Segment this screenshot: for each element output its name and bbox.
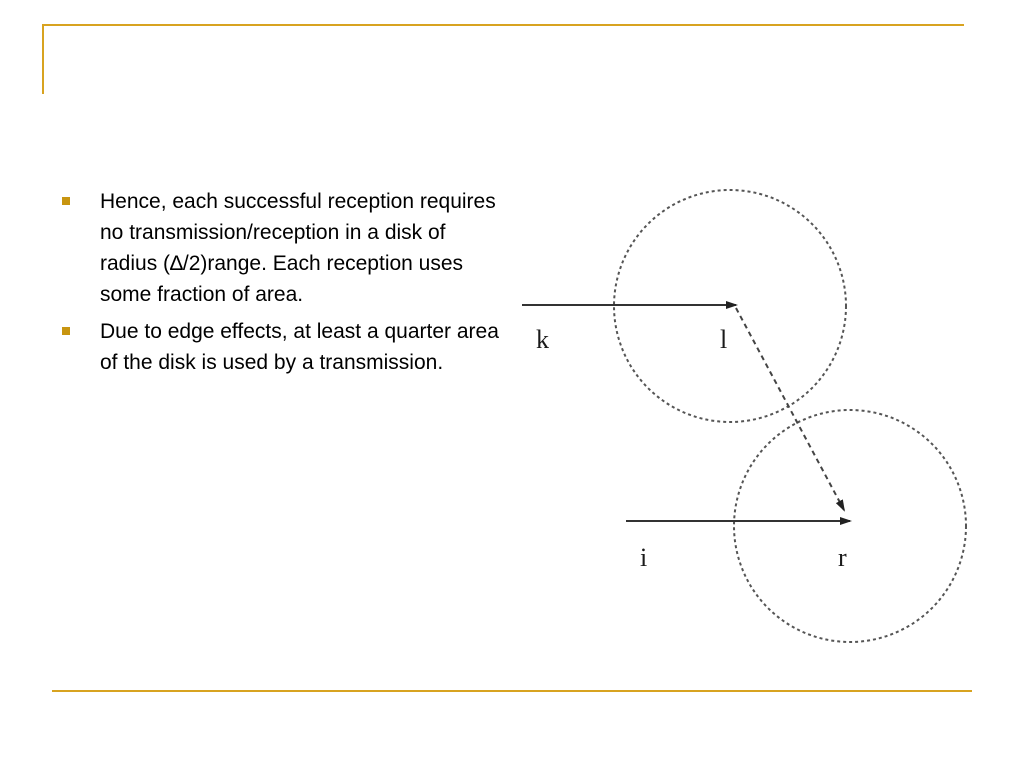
node-label-l: l [720, 325, 728, 354]
frame-bottom-line [52, 690, 972, 692]
square-bullet-icon [62, 197, 70, 205]
bullet-item [62, 316, 502, 378]
node-label-k: k [536, 325, 549, 354]
square-bullet-icon [62, 327, 70, 335]
frame-left-line [42, 24, 44, 94]
bullet-item [62, 186, 502, 310]
node-label-i: i [640, 543, 648, 572]
interference-arrow-l-to-r [736, 308, 844, 510]
frame-top-line [42, 24, 964, 26]
bullet-text: Hence, each successful reception requires no transmission/reception in a disk of radius (∆/2)range. Each reception uses some fraction of area. [100, 190, 496, 306]
interference-disk-diagram [500, 170, 1000, 670]
node-label-r: r [838, 543, 847, 572]
bullet-list [62, 186, 502, 384]
bullet-text: Due to edge effects, at least a quarter area of the disk is used by a transmission. [100, 320, 499, 374]
disk-lower [734, 410, 966, 642]
